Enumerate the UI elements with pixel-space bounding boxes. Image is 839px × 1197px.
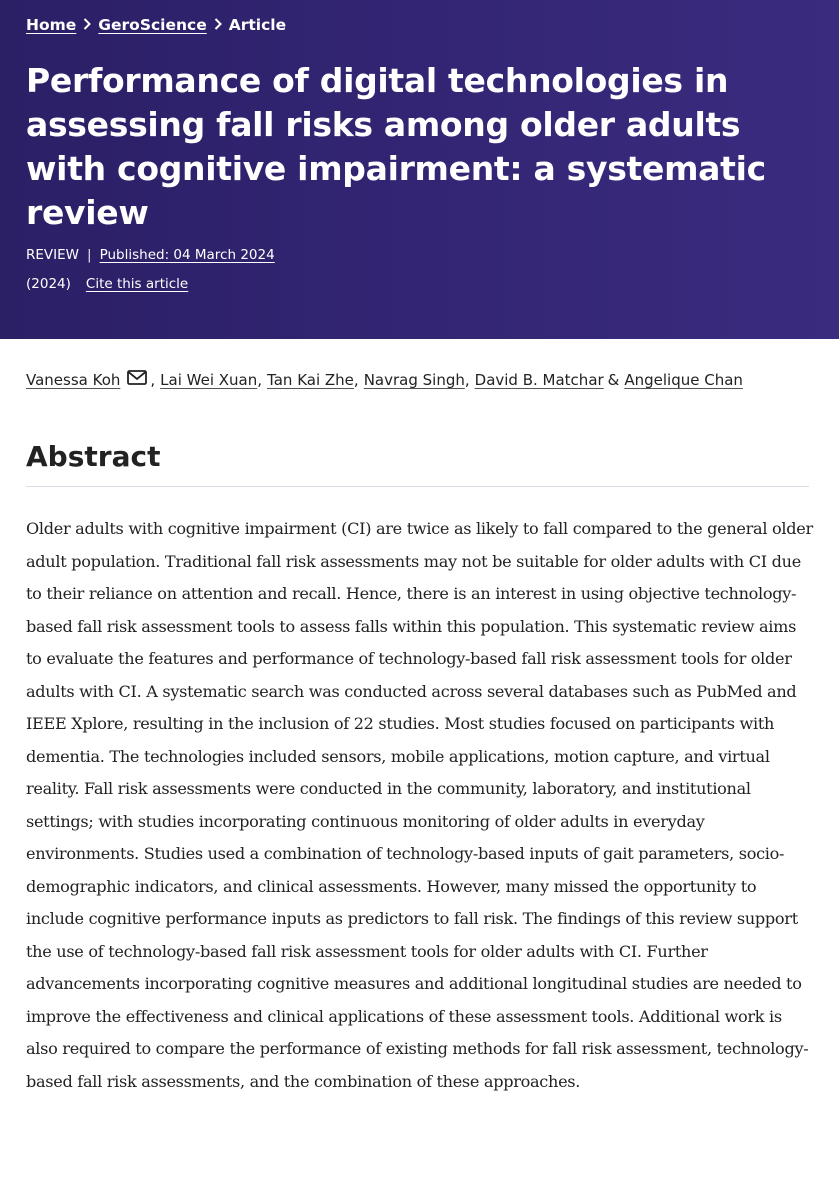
author-separator: , <box>150 371 156 389</box>
author-separator: , <box>257 371 263 389</box>
article-citation-row <box>26 272 813 296</box>
author-link[interactable]: Lai Wei Xuan <box>160 371 258 389</box>
author-separator: , <box>353 371 359 389</box>
article-year: (2024) <box>26 276 71 292</box>
abstract-text: Older adults with cognitive impairment (CI) are twice as likely to fall compared to the general older adult population. Traditional fall risk assessments may not be suitable for older adults with CI due to their reliance on attention and recall. Hence, there is an interest in using objective technology-based fall risk assessment tools to assess falls within this population. This systematic review aims to evaluate the features and performance of technology-based fall risk assessment tools for older adults with CI. A systematic search was conducted across several databases such as PubMed and IEEE Xplore, resulting in the inclusion of 22 studies. Most studies focused on participants with dementia. The technologies included sensors, mobile applications, motion capture, and virtual reality. Fall risk assessments were conducted in the community, laboratory, and institutional settings; with studies incorporating continuous monitoring of older adults in everyday environments. Studies used a combination of technology-based inputs of gait parameters, socio-demographic indicators, and clinical assessments. However, many missed the opportunity to include cognitive performance inputs as predictors to fall risk. The findings of this review support the use of technology-based fall risk assessment tools for older adults with CI. Further advancements incorporating cognitive measures and additional longitudinal studies are needed to improve the effectiveness and clinical applications of these assessment tools. Additional work is also required to compare the performance of existing methods for fall risk assessment, technology-based fall risk assessments, and the combination of these approaches. <box>26 519 813 1091</box>
author-link[interactable]: Tan Kai Zhe <box>267 371 354 389</box>
author-separator: & <box>607 371 620 389</box>
breadcrumb-journal-link[interactable]: GeroScience <box>98 16 207 34</box>
author-link[interactable]: Angelique Chan <box>624 371 743 389</box>
author-list <box>26 368 816 392</box>
meta-separator: | <box>87 247 92 263</box>
cite-article-link[interactable]: Cite this article <box>85 276 189 292</box>
article-meta <box>26 243 813 267</box>
chevron-right-icon <box>76 18 98 33</box>
chevron-right-icon <box>207 18 229 33</box>
breadcrumb-current: Article <box>228 16 287 34</box>
article-title: Performance of digital technologies in assessing fall risks among older adults with cognitive impairment: a systematic review <box>26 61 766 232</box>
abstract-heading: Abstract <box>26 440 161 473</box>
author-link[interactable]: Vanessa Koh <box>26 371 121 389</box>
breadcrumb <box>26 13 813 37</box>
author-link[interactable]: David B. Matchar <box>474 371 604 389</box>
breadcrumb-home-link[interactable]: Home <box>26 16 77 34</box>
published-date-link[interactable]: Published: 04 March 2024 <box>99 247 275 263</box>
article-hero <box>0 0 839 339</box>
article-type: REVIEW <box>26 247 80 263</box>
mail-icon[interactable] <box>127 368 147 392</box>
author-link[interactable]: Navrag Singh <box>363 371 465 389</box>
author-separator: , <box>464 371 470 389</box>
section-divider <box>26 486 809 487</box>
